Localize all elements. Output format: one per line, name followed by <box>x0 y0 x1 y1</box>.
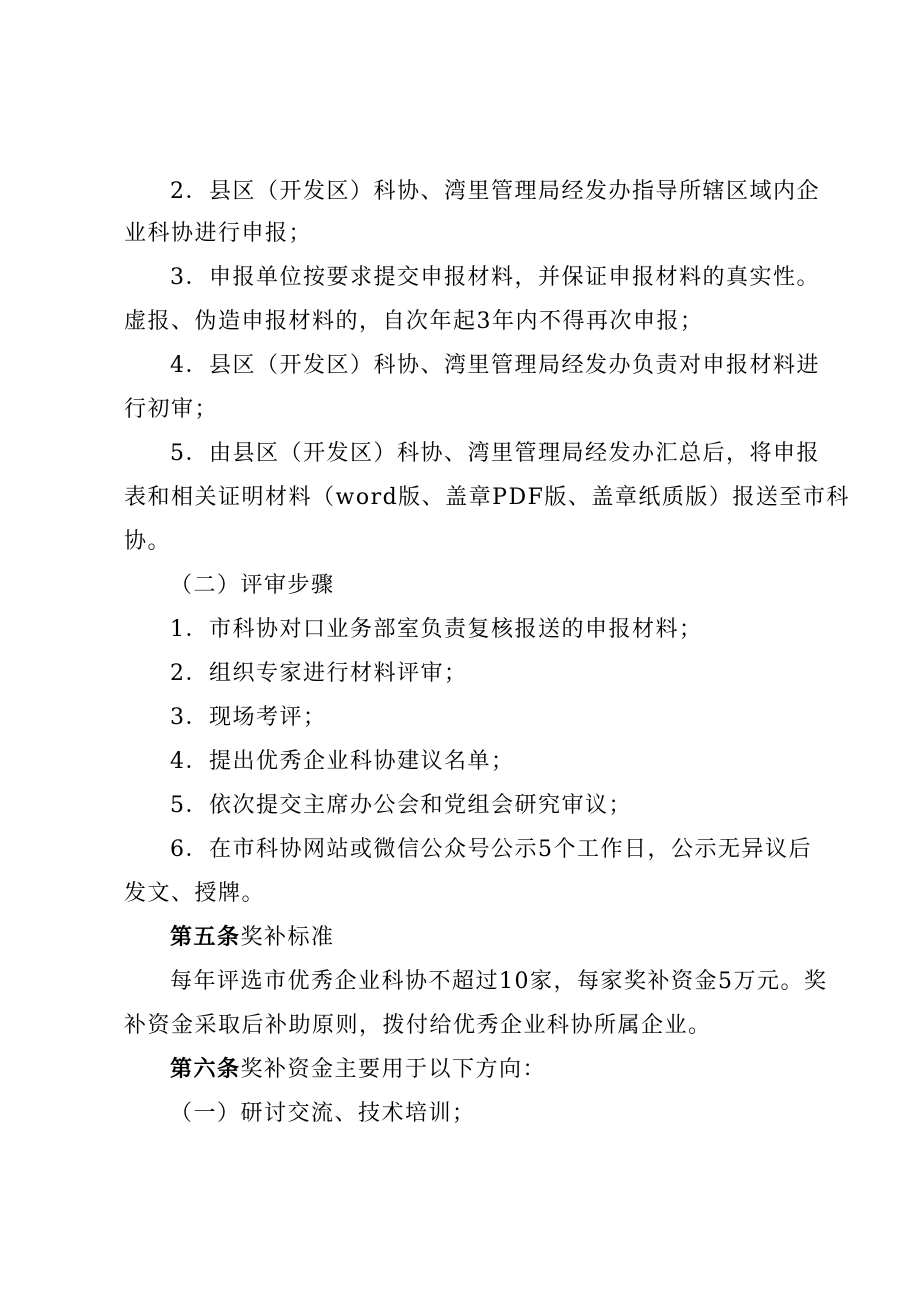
list-item: 3．现场考评； <box>170 705 327 730</box>
paragraph-line: 发文、授牌。 <box>124 881 266 906</box>
section-heading: （二）评审步骤 <box>170 573 335 598</box>
list-item: 6．在市科协网站或微信公众号公示5个工作日，公示无异议后 <box>170 837 812 862</box>
paragraph-line: 业科协进行申报； <box>124 221 313 246</box>
paragraph-line: 补资金采取后补助原则，拨付给优秀企业科协所属企业。 <box>124 1013 712 1038</box>
list-item: 1．市科协对口业务部室负责复核报送的申报材料； <box>170 617 703 642</box>
list-item: （一）研讨交流、技术培训； <box>170 1101 476 1126</box>
article-title: 奖补资金主要用于以下方向： <box>240 1057 547 1082</box>
paragraph-line: 2．县区（开发区）科协、湾里管理局经发办指导所辖区域内企 <box>170 179 820 204</box>
list-item: 4．提出优秀企业科协建议名单； <box>170 749 515 774</box>
paragraph-line: 表和相关证明材料（word版、盖章PDF版、盖章纸质版）报送至市科 <box>124 485 850 510</box>
paragraph-line: 协。 <box>124 529 172 554</box>
paragraph-line: 行初审； <box>124 397 219 422</box>
paragraph-line: 虚报、伪造申报材料的，自次年起3年内不得再次申报； <box>124 309 704 334</box>
article-title: 奖补标准 <box>240 925 335 950</box>
article-six <box>170 1054 814 1086</box>
list-item: 5．依次提交主席办公会和党组会研究审议； <box>170 793 632 818</box>
article-label: 第六条 <box>170 1057 241 1082</box>
article-five <box>170 922 814 954</box>
paragraph-line: 3．申报单位按要求提交申报材料，并保证申报材料的真实性。 <box>170 265 820 290</box>
paragraph-line: 每年评选市优秀企业科协不超过10家，每家奖补资金5万元。奖 <box>170 969 828 994</box>
article-label: 第五条 <box>170 925 241 950</box>
paragraph-line: 4．县区（开发区）科协、湾里管理局经发办负责对申报材料进 <box>170 353 820 378</box>
list-item: 2．组织专家进行材料评审； <box>170 661 468 686</box>
paragraph-line: 5．由县区（开发区）科协、湾里管理局经发办汇总后，将申报 <box>170 441 820 466</box>
